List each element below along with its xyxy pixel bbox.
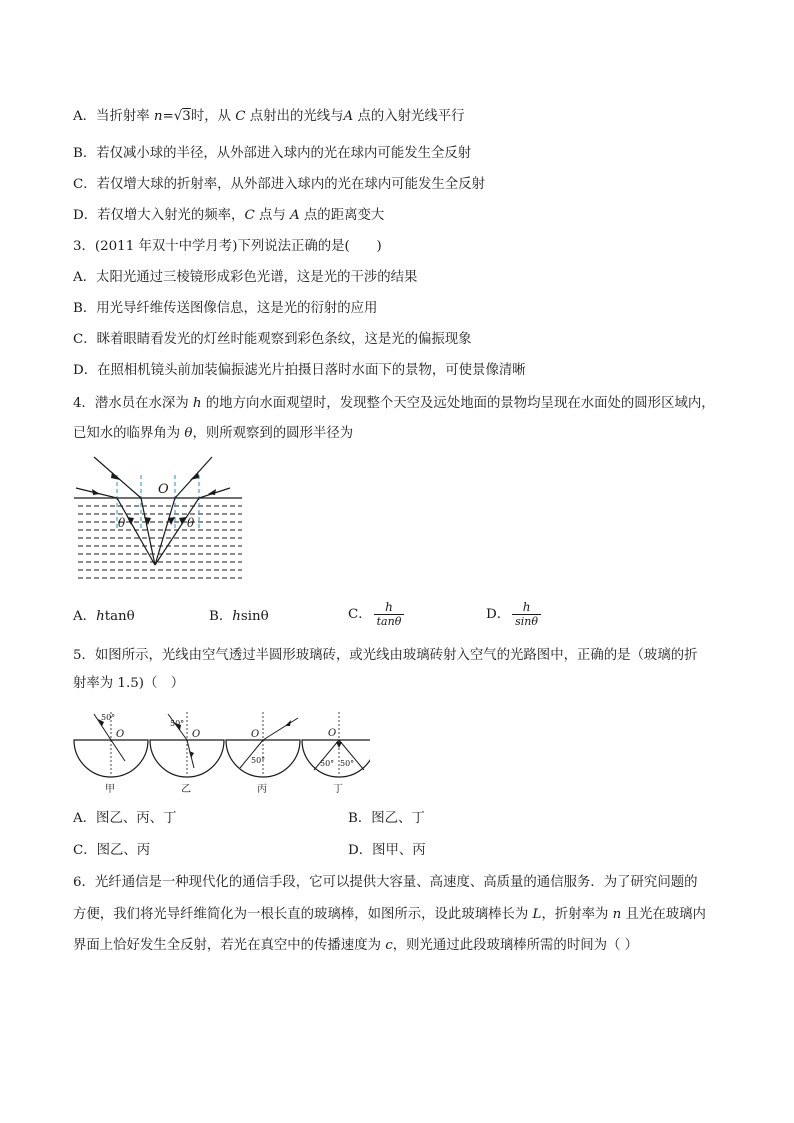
svg-text:乙: 乙 [181, 784, 191, 795]
svg-text:50°: 50° [251, 756, 266, 765]
q5-fig-jia [74, 712, 148, 795]
q5-fig-yi [150, 712, 224, 795]
q5-figures [70, 708, 370, 796]
svg-text:50°: 50° [320, 759, 335, 768]
svg-text:50°: 50° [170, 719, 185, 728]
svg-text:50°: 50° [101, 713, 116, 722]
svg-text:O: O [328, 728, 337, 739]
svg-text:O: O [192, 729, 201, 740]
q4-fig-theta-left: θ [118, 516, 126, 530]
q2-option-c: C．若仅增大球的折射率，从外部进入球内的光在球内可能发生全反射 [73, 177, 485, 192]
q6-line1: 6．光纤通信是一种现代化的通信手段，它可以提供大容量、高速度、高质量的通信服务．为了研究问题的 [73, 875, 698, 890]
q3-option-c: C．眯着眼睛看发光的灯丝时能观察到彩色条纹，这是光的偏振现象 [73, 332, 472, 347]
svg-text:甲: 甲 [105, 784, 115, 795]
q5-stem-line1: 5．如图所示，光线由空气透过半圆形玻璃砖，或光线由玻璃砖射入空气的光路图中，正确的是（玻璃的折 [73, 648, 698, 663]
q4-option-c: C． $\frac{h}{\tan\theta}$ [348, 601, 404, 628]
q5-fig-ding [302, 712, 370, 795]
q5-option-a: A．图乙、丙、丁 [73, 811, 177, 826]
q4-option-d: D． $\frac{h}{\sin\theta}$ [486, 601, 541, 628]
q5-option-c: C．图乙、丙 [73, 843, 151, 858]
svg-text:丙: 丙 [257, 784, 267, 795]
q5-option-b: B．图乙、丁 [348, 811, 425, 826]
q4-option-b: B．hsinθ [209, 609, 269, 624]
q2-option-b: B．若仅减小球的半径，从外部进入球内的光在球内可能发生全反射 [73, 146, 472, 161]
q4-figure [72, 455, 247, 585]
svg-text:丁: 丁 [333, 784, 343, 795]
q6-line2: 方便，我们将光导纤维简化为一根长直的玻璃棒，如图所示，设此玻璃棒长为 L，折射率为 n 且光在玻璃内 [73, 907, 706, 922]
svg-text:O: O [251, 729, 260, 740]
q2-option-d: D．若仅增大入射光的频率，C 点与 A 点的距离变大 [73, 208, 385, 223]
svg-text:O: O [116, 729, 125, 740]
q3-option-a: A．太阳光通过三棱镜形成彩色光谱，这是光的干涉的结果 [73, 270, 418, 285]
q5-stem-line2: 射率为 1.5)（ ） [73, 676, 185, 691]
q5-fig-bing [226, 712, 300, 795]
q3-option-b: B．用光导纤维传送图像信息，这是光的衍射的应用 [73, 301, 378, 316]
q3-option-d: D．在照相机镜头前加装偏振滤光片拍摄日落时水面下的景物，可使景像清晰 [73, 363, 526, 378]
q4-fig-theta-right: θ [187, 516, 195, 530]
q4-stem-line1: 4．潜水员在水深为 h 的地方向水面观望时，发现整个天空及远处地面的景物均呈现在水面处的圆形区域内， [73, 396, 715, 411]
q3-stem: 3．(2011 年双十中学月考)下列说法正确的是( ) [73, 239, 382, 254]
svg-text:50°: 50° [340, 759, 355, 768]
q4-fig-o-label: O [158, 482, 169, 497]
q2-option-a: A．当折射率 n=√3时，从 C 点射出的光线与A 点的入射光线平行 [73, 109, 465, 124]
q4-option-a: A．htanθ [73, 609, 135, 624]
q6-line3: 界面上恰好发生全反射，若光在真空中的传播速度为 c，则光通过此段玻璃棒所需的时间为（ ） [73, 938, 639, 953]
q5-option-d: D．图甲、丙 [348, 843, 426, 858]
q4-stem-line2: 已知水的临界角为 θ，则所观察到的圆形半径为 [73, 426, 354, 441]
sqrt-symbol: √3 [173, 109, 191, 124]
